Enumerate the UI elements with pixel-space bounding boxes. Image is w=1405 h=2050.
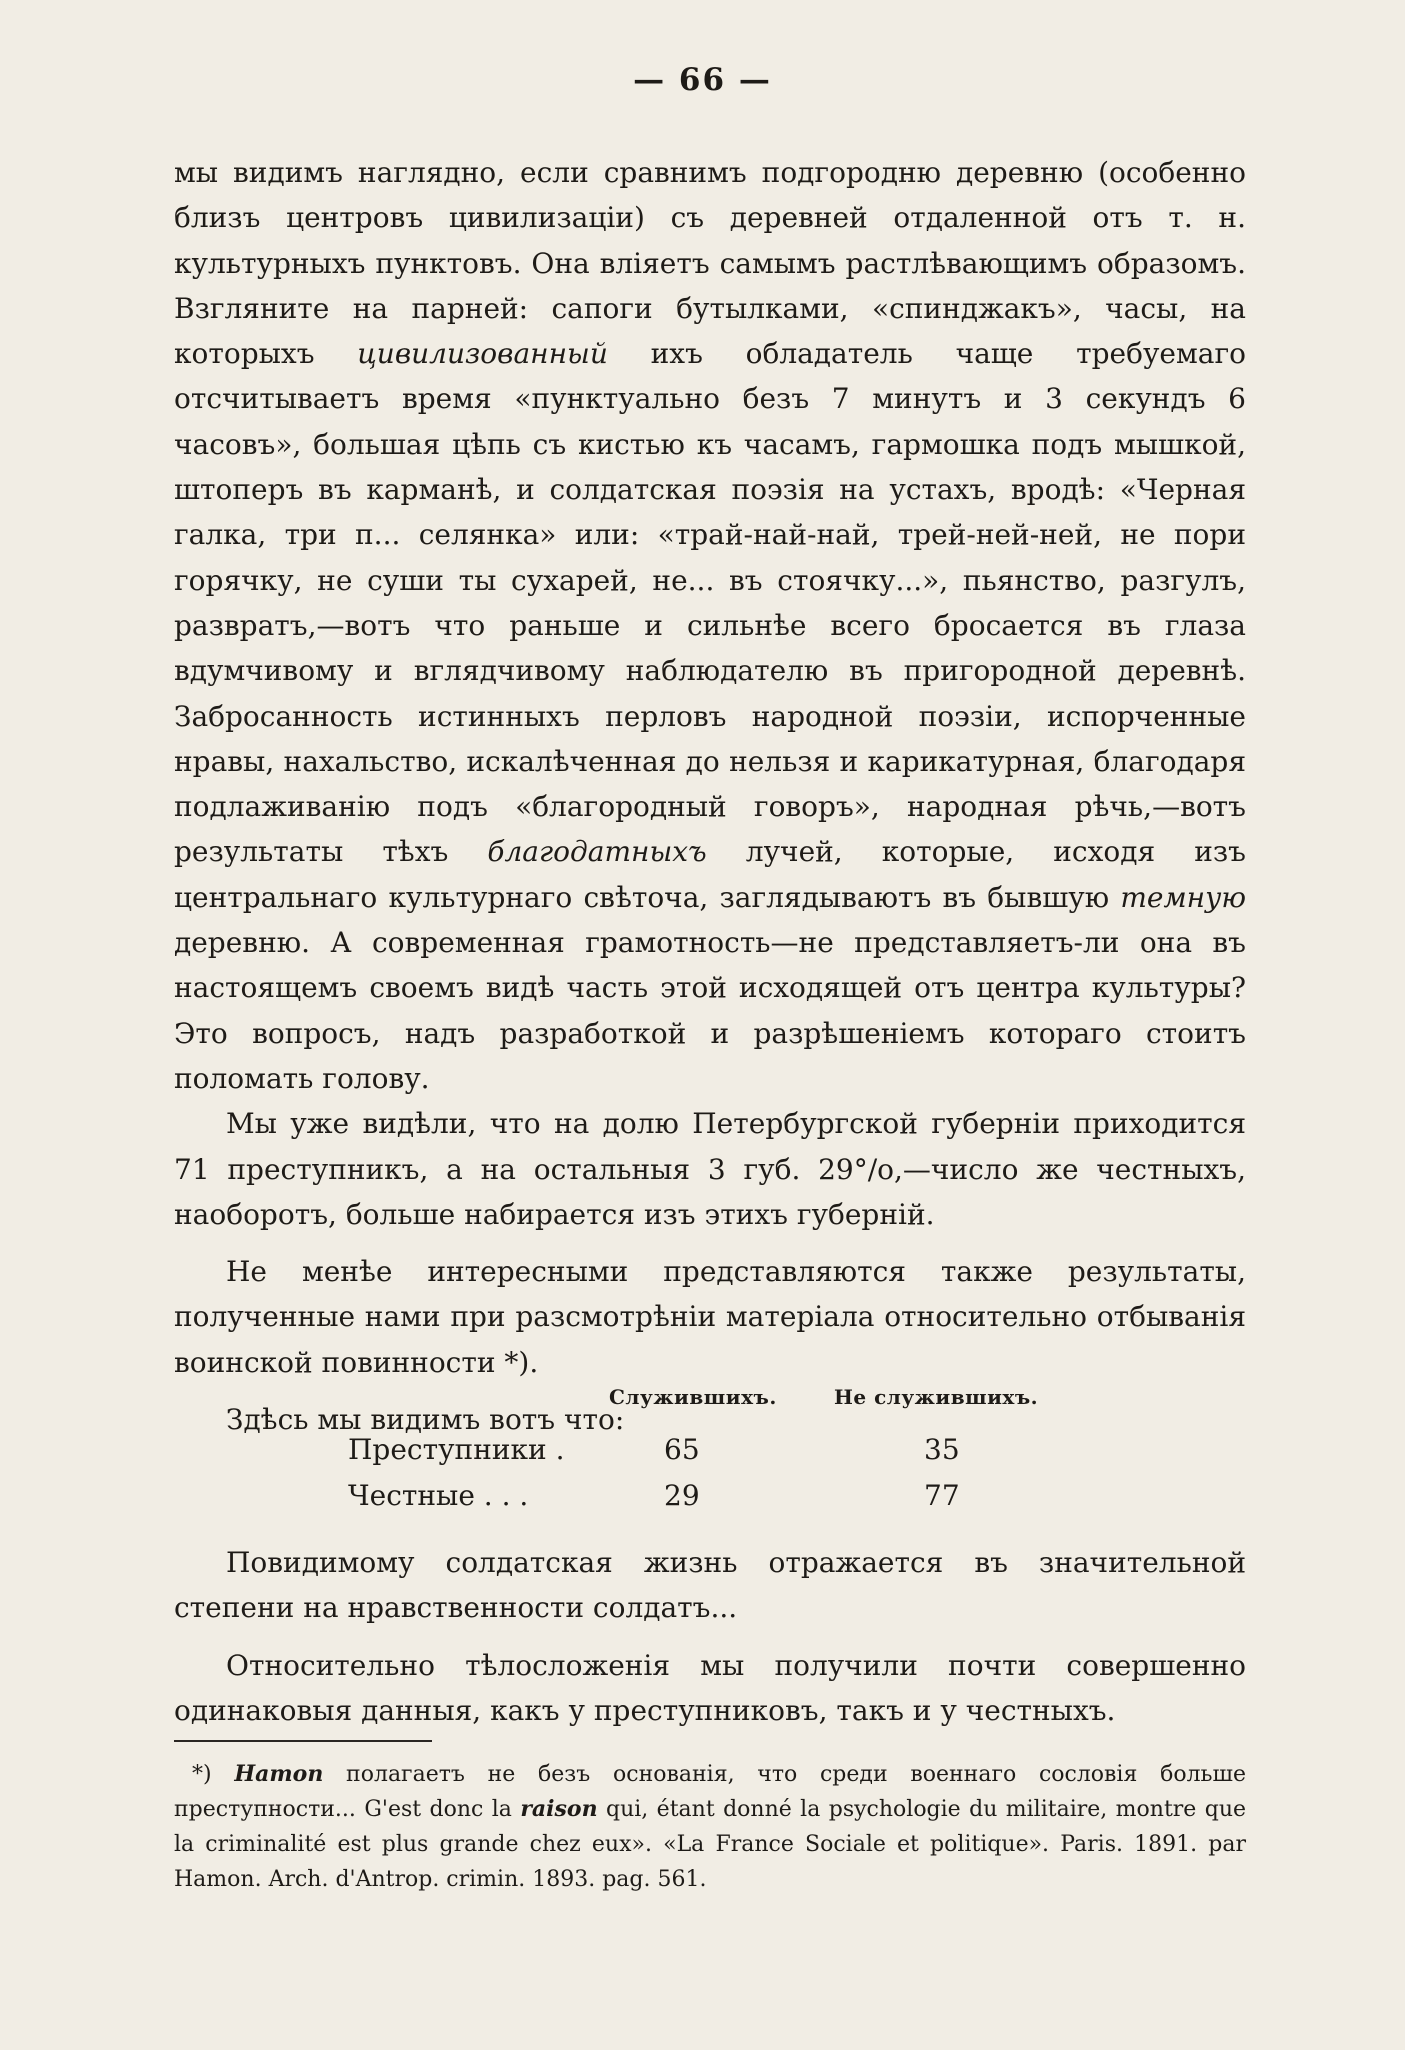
paragraph-1	[174, 150, 1246, 1101]
footnote-text: qui, étant donné la psychologie du militaire, montre que la criminalité est plus grande chez eux». «La France Sociale et politique». Paris. 1891. par Hamon. Arch. d'Antrop. crimin. 1893. pag. 561.	[174, 1797, 1247, 1892]
row-label: Преступники .	[348, 1433, 565, 1466]
italic-word: цивилизованный	[357, 337, 608, 371]
text-run: мы видимъ наглядно, если сравнимъ подгородню деревню (особенно близъ центровъ цивилизацiи) съ деревней отдаленной отъ т. н. культурныхъ пунктовъ. Она влiяетъ самымъ растлѣвающимъ образомъ. Взгляните на парней: сапоги бутылками, «спинджакъ», часы, на которыхъ	[174, 156, 1246, 371]
paragraph-3	[174, 1249, 1246, 1385]
cell-value: 65	[664, 1433, 700, 1466]
main-text	[174, 150, 1246, 1442]
footnote-author: Hamon	[234, 1761, 324, 1787]
column-header-served: Служившихъ.	[609, 1385, 777, 1409]
paragraph-5: Повидимому солдатская жизнь отражается въ значительной степени на нравственности солдатъ...	[174, 1546, 1246, 1625]
cell-value: 77	[924, 1479, 960, 1512]
text-run: Мы уже видѣли, что на долю Петербургской губернiи приходится 71 преступникъ, а на остальныя 3 губ. 29°/о,—число же честныхъ, наоборотъ, больше набирается изъ этихъ губернiй.	[174, 1107, 1246, 1231]
column-header-not-served: Не служившихъ.	[834, 1385, 1039, 1409]
text-run: деревню. А современная грамотность—не представляетъ-ли она въ настоящемъ своемъ видѣ часть этой исходящей отъ центра культуры? Это вопросъ, надъ разработкой и разрѣшенiемъ котораго стоитъ поломать голову.	[174, 926, 1246, 1095]
italic-word: благодатныхъ	[487, 835, 707, 869]
page-number: — 66 —	[633, 62, 772, 98]
text-run: Здѣсь мы видимъ вотъ что:	[226, 1403, 625, 1437]
footnote-mark: *)	[192, 1762, 212, 1787]
text-run: ихъ обладатель чаще требуемаго отсчитываетъ время «пунктуально безъ 7 минутъ и 3 секундъ 6 часовъ», большая цѣпь съ кистью къ часамъ, гармошка подъ мышкой, штоперъ въ карманѣ, и солдатская поэзiя на устахъ, вродѣ: «Черная галка, три п... селянка» или: «трай-най-най, трей-ней-ней, не пори горячку, не суши ты сухарей, не... въ стоячку...», пьянство, разгулъ, развратъ,—вотъ что раньше и сильнѣе всего бросается въ глаза вдумчивому и вглядчивому наблюдателю въ пригородной деревнѣ. Забросанность истинныхъ перловъ народной поэзiи, испорченные нравы, нахальство, искалѣченная до нельзя и карикатурная, благодаря подлаживанiю подъ «благородный говоръ», народная рѣчь,—вотъ результаты тѣхъ	[174, 337, 1246, 869]
paragraph-6: Относительно тѣлосложенiя мы получили почти совершенно одинаковыя данныя, какъ у преступниковъ, такъ и у честныхъ.	[174, 1648, 1246, 1727]
footnote-divider	[174, 1740, 432, 1742]
paragraph-2	[174, 1101, 1246, 1237]
cell-value: 35	[924, 1433, 960, 1466]
cell-value: 29	[664, 1479, 700, 1512]
text-run: Не менѣе интересными представляются также результаты, полученные нами при разсмотрѣнiи матерiала относительно отбыванiя воинской повинности *).	[174, 1255, 1246, 1379]
text-run: лучей, которые, исходя изъ центральнаго культурнаго свѣточа, заглядываютъ въ бывшую	[174, 835, 1246, 914]
footnote-text: полагаетъ не безъ основанiя, что среди военнаго сословiя больше преступности... G'est donc la	[174, 1762, 1246, 1822]
row-label: Честные . . .	[348, 1479, 529, 1512]
footnote	[174, 1757, 1246, 1897]
footnote-italic-word: raison	[520, 1796, 598, 1822]
conclusion-text	[174, 1540, 1246, 1733]
italic-word: темную	[1120, 880, 1246, 914]
